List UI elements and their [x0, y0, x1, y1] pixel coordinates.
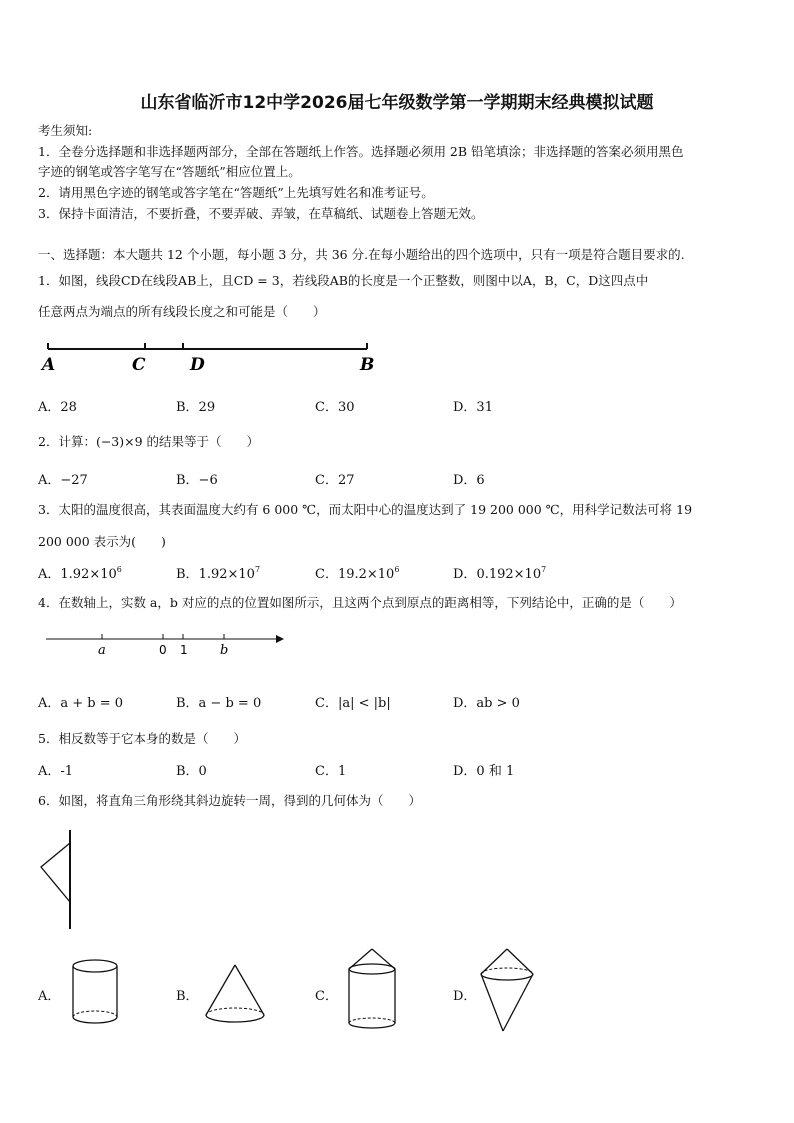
q1-stem-line2: 任意两点为端点的所有线段长度之和可能是（ ） — [38, 304, 326, 319]
section-heading: 一、选择题：本大题共 12 个小题，每小题 3 分，共 36 分.在每小题给出的四个选项中，只有一项是符合题目要求的. — [38, 247, 685, 262]
q1-option-c[interactable]: C．30 — [315, 400, 355, 415]
cone-icon — [203, 963, 267, 1025]
q5-option-a[interactable]: A．-1 — [38, 764, 74, 779]
q5-option-b[interactable]: B．0 — [176, 764, 207, 779]
q4-number-line-figure — [46, 630, 291, 660]
notice-item-1: 1．全卷分选择题和非选择题两部分，全部在答题纸上作答。选择题必须用 2B 铅笔填涂；非选择题的答案必须用黑色 — [38, 144, 684, 159]
q2-option-a[interactable]: A．−27 — [38, 473, 88, 488]
q6-option-c[interactable]: C． — [315, 989, 338, 1004]
q3-option-d[interactable]: D．$0.192\times 10^7$ — [453, 565, 547, 582]
axis-label-1: 1 — [180, 643, 188, 657]
cone-on-cylinder-icon — [346, 947, 398, 1033]
q4-option-b[interactable]: B．a − b = 0 — [176, 696, 262, 711]
q1-option-d[interactable]: D．31 — [453, 400, 493, 415]
q3-stem-line1: 3．太阳的温度很高，其表面温度大约有 6 000 ℃，而太阳中心的温度达到了 19 200 000 ℃，用科学记数法可将 19 — [38, 502, 693, 517]
q6-option-d[interactable]: D． — [453, 989, 477, 1004]
q1-option-b[interactable]: B．29 — [176, 400, 216, 415]
q3-option-c[interactable]: C．$19.2\times 10^6$ — [315, 565, 400, 582]
point-a-label: A — [42, 355, 56, 375]
q6-option-b[interactable]: B． — [176, 989, 199, 1004]
q3-stem-line2: 200 000 表示为( ) — [38, 534, 166, 549]
q2-option-d[interactable]: D．6 — [453, 473, 485, 488]
notice-heading: 考生须知: — [38, 123, 93, 138]
q6-stem: 6．如图，将直角三角形绕其斜边旋转一周，得到的几何体为（ ） — [38, 793, 421, 808]
q4-stem: 4．在数轴上，实数 a，b 对应的点的位置如图所示，且这两个点到原点的距离相等，下列结论中，正确的是（ ） — [38, 595, 682, 610]
q5-option-c[interactable]: C．1 — [315, 764, 347, 779]
q4-option-d[interactable]: D．ab > 0 — [453, 696, 520, 711]
axis-label-0: 0 — [159, 643, 167, 657]
page-title: 山东省临沂市12中学2026届七年级数学第一学期期末经典模拟试题 — [140, 93, 654, 113]
double-cone-icon — [478, 947, 536, 1035]
q3-option-b[interactable]: B．$1.92\times 10^7$ — [176, 565, 261, 582]
notice-item-3: 3．保持卡面清洁，不要折叠，不要弄破、弄皱，在草稿纸、试题卷上答题无效。 — [38, 206, 484, 221]
q5-stem: 5．相反数等于它本身的数是（ ） — [38, 731, 246, 746]
point-b-label: B — [360, 355, 375, 375]
notice-item-2: 2．请用黑色字迹的钢笔或答字笔在“答题纸”上先填写姓名和准考证号。 — [38, 185, 434, 200]
q2-option-b[interactable]: B．−6 — [176, 473, 218, 488]
q5-option-d[interactable]: D．0 和 1 — [453, 764, 515, 779]
q6-triangle-figure — [38, 828, 78, 932]
q1-stem-line1: 1．如图，线段CD在线段AB上，且CD = 3，若线段AB的长度是一个正整数，则图中以A，B，C，D这四点中 — [38, 273, 649, 288]
q4-option-a[interactable]: A．a + b = 0 — [38, 696, 124, 711]
q3-option-a[interactable]: A．$1.92\times 10^6$ — [38, 565, 122, 582]
q4-option-c[interactable]: C．|a| < |b| — [315, 696, 391, 711]
axis-label-a: a — [98, 643, 106, 658]
q6-option-a[interactable]: A． — [38, 989, 61, 1004]
axis-label-b: b — [220, 643, 229, 658]
point-d-label: D — [190, 355, 205, 375]
point-c-label: C — [132, 355, 146, 375]
q1-segment-figure — [40, 340, 380, 376]
notice-item-1-cont: 字迹的钢笔或答字笔写在“答题纸”相应位置上。 — [38, 164, 301, 179]
cylinder-icon — [70, 958, 122, 1028]
q1-option-a[interactable]: A．28 — [38, 400, 77, 415]
q2-option-c[interactable]: C．27 — [315, 473, 355, 488]
q2-stem: 2．计算：(−3)×9 的结果等于（ ） — [38, 434, 260, 449]
